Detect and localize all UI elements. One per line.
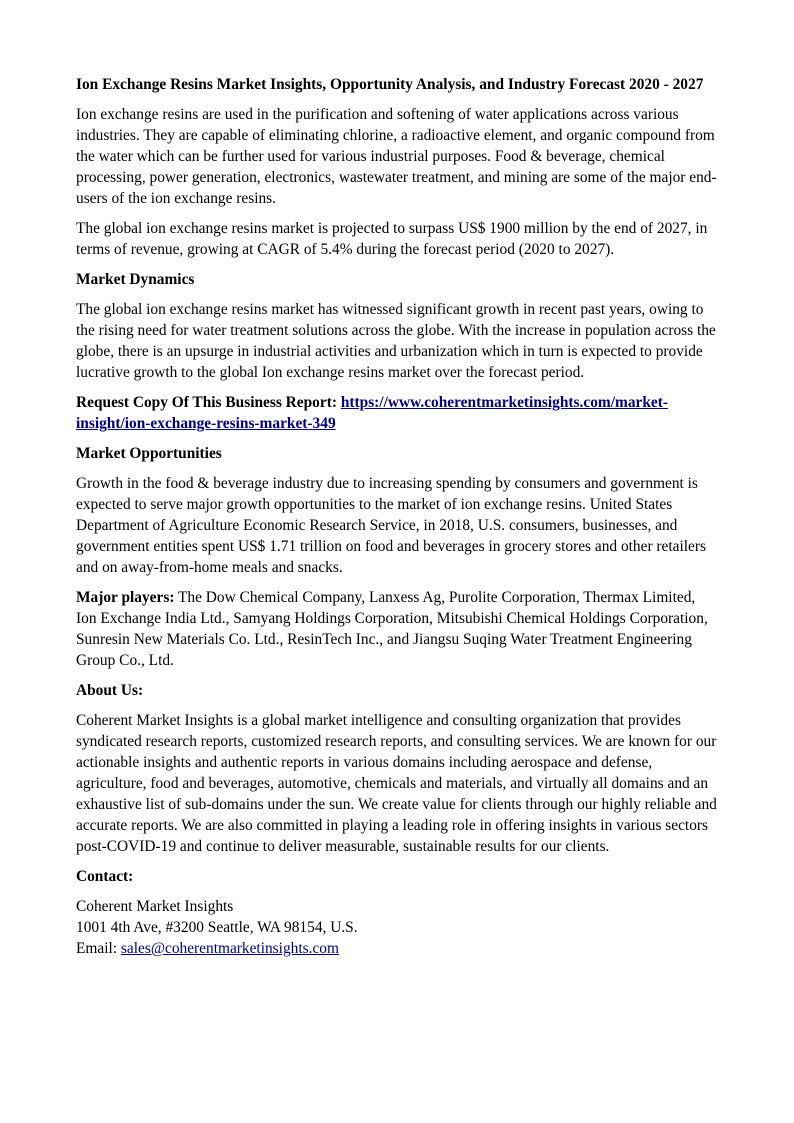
major-players-paragraph <box>76 587 718 671</box>
contact-heading: Contact: <box>76 868 134 885</box>
market-dynamics-heading: Market Dynamics <box>76 271 195 288</box>
contact-email-line <box>76 938 718 959</box>
request-copy-paragraph <box>76 392 718 434</box>
market-opportunities-paragraph: Growth in the food & beverage industry due to increasing spending by consumers and government is expected to serve major growth opportunities to the market of ion exchange resins. United States Department of Agriculture Economic Research Service, in 2018, U.S. consumers, businesses, and government entities spent US$ 1.71 trillion on food and beverages in grocery stores and other retailers and on away-from-home meals and snacks. <box>76 475 706 576</box>
contact-company: Coherent Market Insights <box>76 898 234 915</box>
contact-address: 1001 4th Ave, #3200 Seattle, WA 98154, U.S. <box>76 919 358 936</box>
market-dynamics-paragraph: The global ion exchange resins market has witnessed significant growth in recent past years, owing to the rising need for water treatment solutions across the globe. With the increase in population across the globe, there is an upsurge in industrial activities and urbanization which in turn is expected to provide lucrative growth to the global Ion exchange resins market over the forecast period. <box>76 301 716 381</box>
intro-paragraph: Ion exchange resins are used in the purification and softening of water applications across various industries. They are capable of eliminating chlorine, a radioactive element, and organic compound from the water which can be further used for various industrial purposes. Food & beverage, chemical processing, power generation, electronics, wastewater treatment, and mining are some of the major end-users of the ion exchange resins. <box>76 106 717 207</box>
major-players-label: Major players: <box>76 589 175 606</box>
document-title: Ion Exchange Resins Market Insights, Opportunity Analysis, and Industry Forecast 2020 - 2027 <box>76 76 704 93</box>
major-players-list: The Dow Chemical Company, Lanxess Ag, Purolite Corporation, Thermax Limited, Ion Exchange India Ltd., Samyang Holdings Corporation, Mitsubishi Chemical Holdings Corporation, Sunresin New Materials Co. Ltd., ResinTech Inc., and Jiangsu Suqing Water Treatment Engineering Group Co., Ltd. <box>76 589 708 669</box>
request-copy-label: Request Copy Of This Business Report: <box>76 394 337 411</box>
market-opportunities-heading: Market Opportunities <box>76 445 222 462</box>
document-page <box>76 74 718 968</box>
contact-email-link[interactable]: sales@coherentmarketinsights.com <box>120 940 339 957</box>
contact-block <box>76 896 718 959</box>
contact-email-label: Email: <box>76 940 118 957</box>
about-us-paragraph: Coherent Market Insights is a global market intelligence and consulting organization that provides syndicated research reports, customized research reports, and consulting services. We are known for our actionable insights and authentic reports in various domains including aerospace and defense, agriculture, food and beverages, automotive, chemicals and materials, and virtually all domains and an exhaustive list of sub-domains under the sun. We create value for clients through our highly reliable and accurate reports. We are also committed in playing a leading role in offering insights in various sectors post-COVID-19 and continue to deliver measurable, sustainable results for our clients. <box>76 712 717 855</box>
report-link[interactable]: https://www.coherentmarketinsights.com/market-insight/ion-exchange-resins-market-349 <box>76 394 668 432</box>
about-us-heading: About Us: <box>76 682 144 699</box>
market-size-paragraph: The global ion exchange resins market is projected to surpass US$ 1900 million by the end of 2027, in terms of revenue, growing at CAGR of 5.4% during the forecast period (2020 to 2027). <box>76 220 708 258</box>
